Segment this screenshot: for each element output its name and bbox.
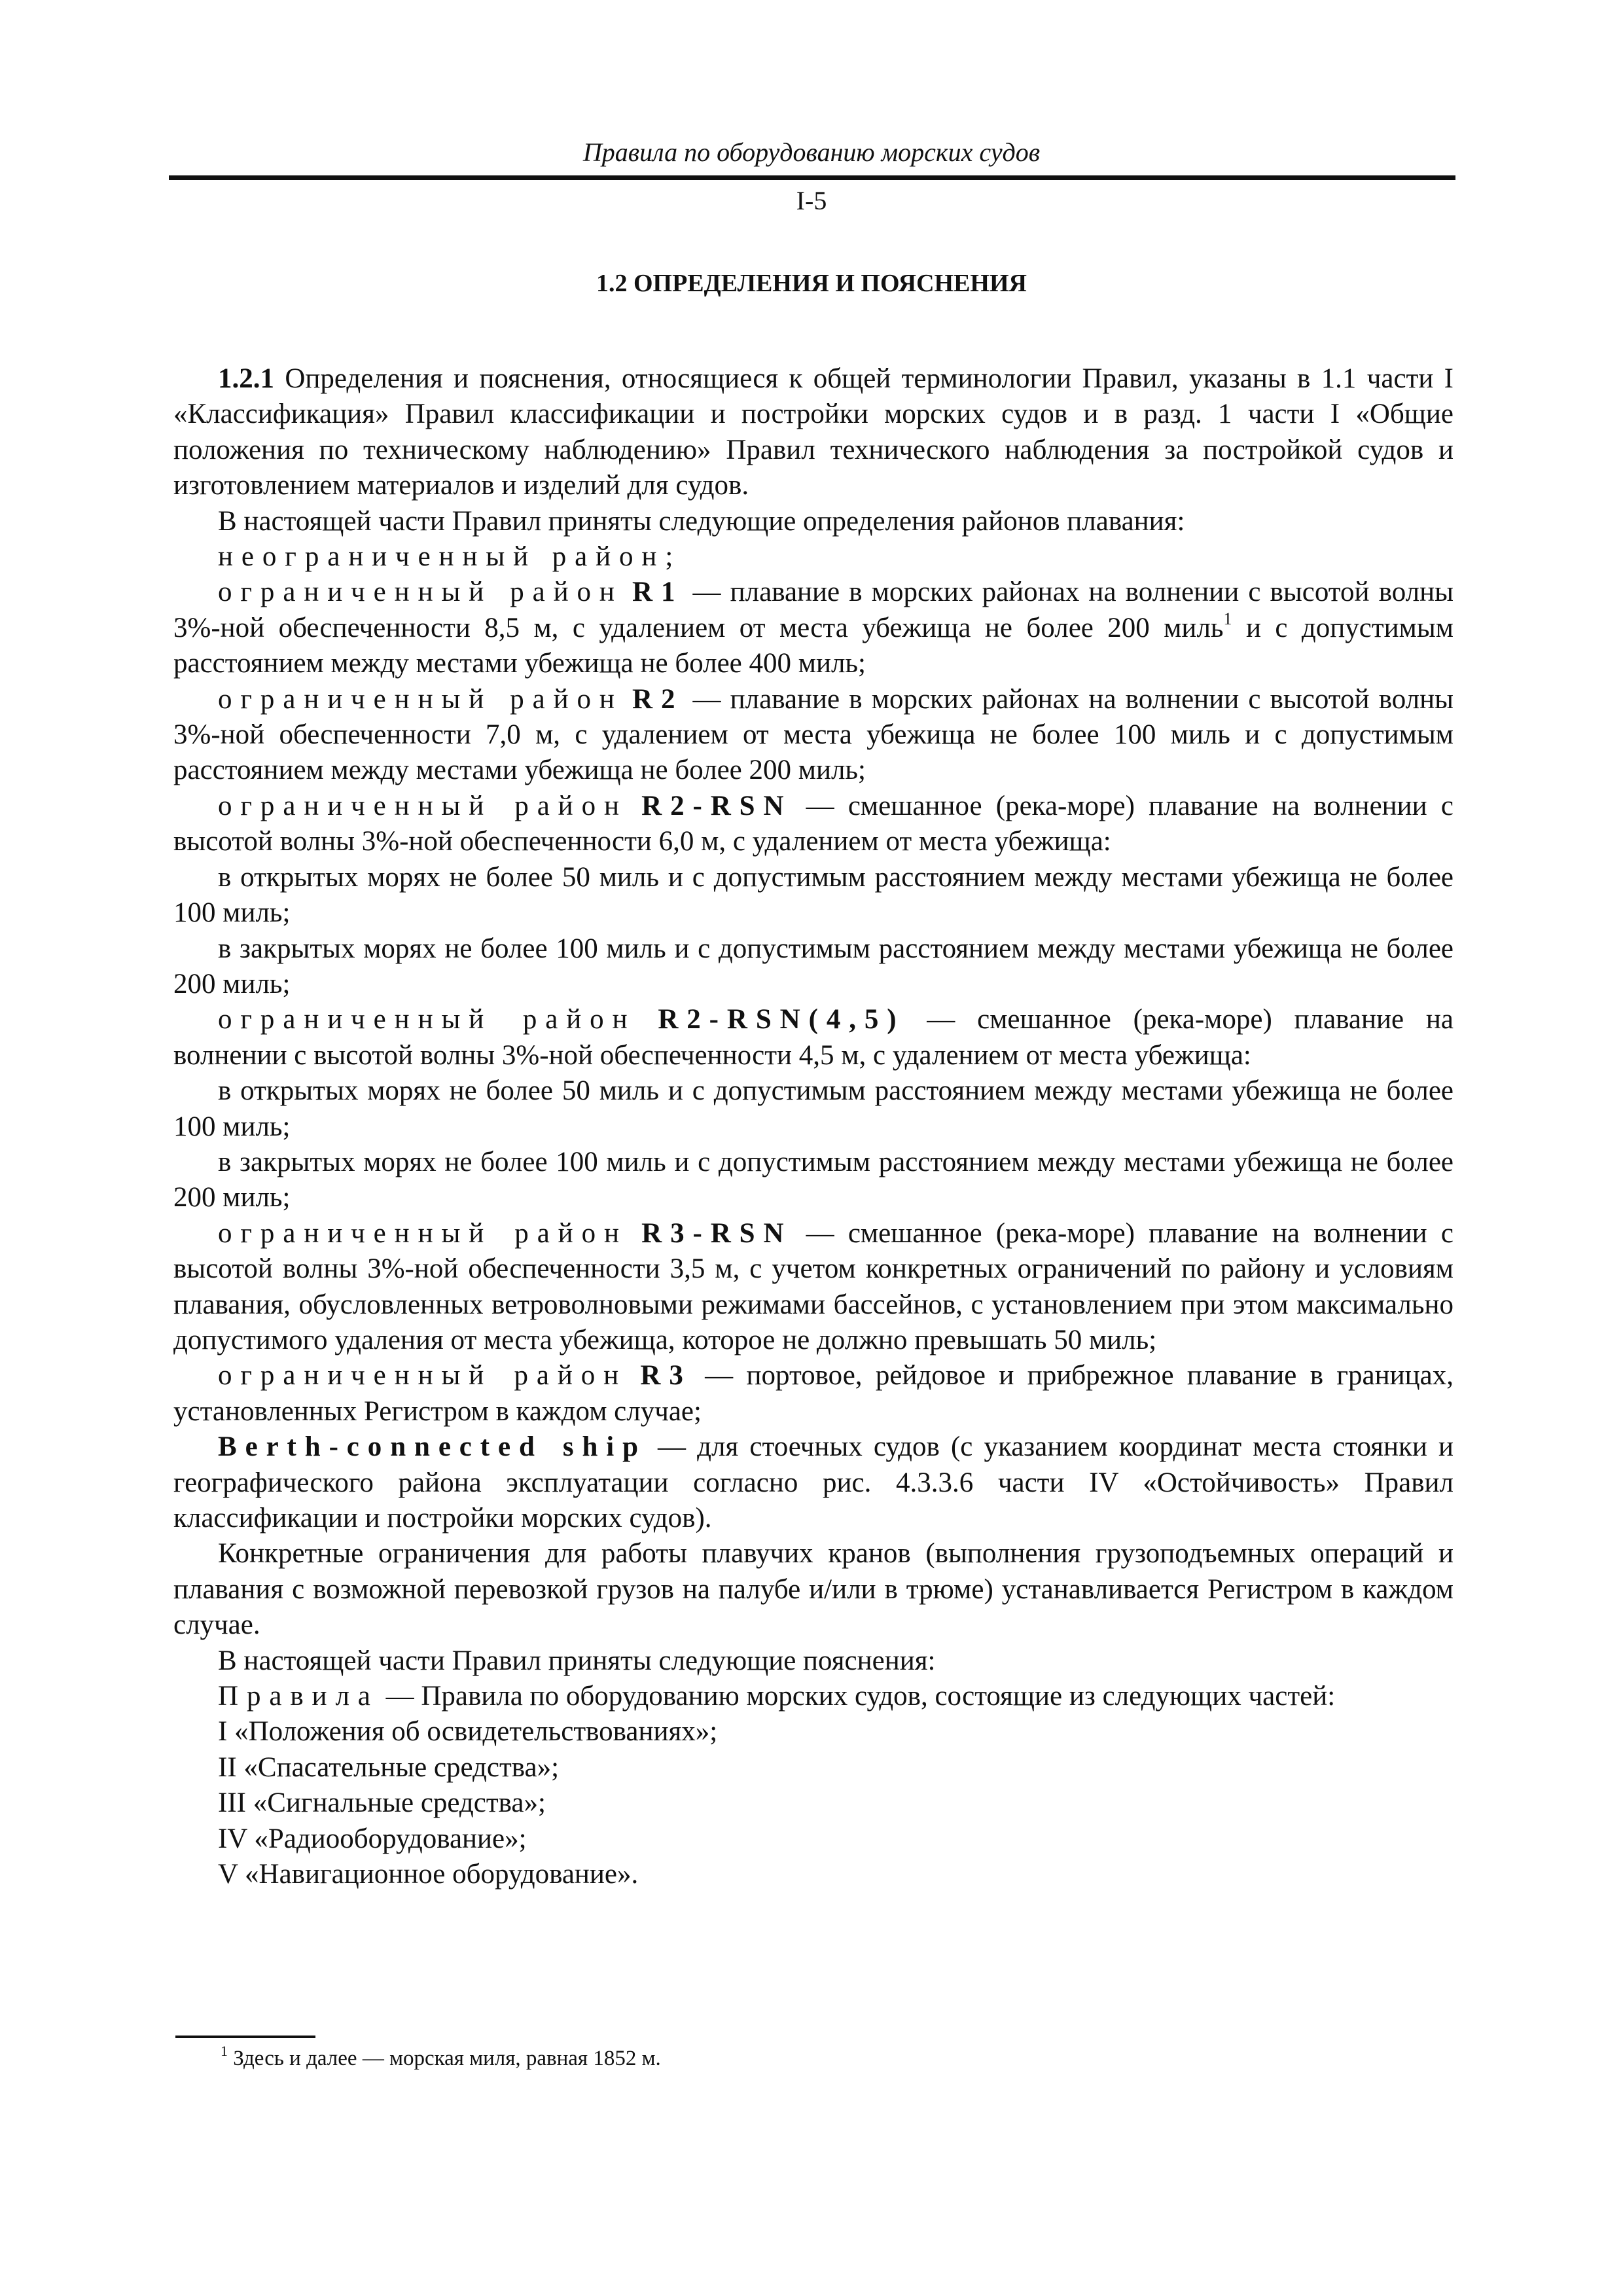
definition-text: — смешанное (река-море) плавание на волнении с высотой волны 3%-ной обеспеченности 4,5 м, с удалением от места убежища: (173, 1004, 1454, 1071)
definition-text: — плавание в морских районах на волнении с высотой волны 3%-ной обеспеченности 7,0 м, с удалением от места убежища не более 100 миль и с допустимым расстоянием между местами убежища не более 200 миль; (173, 683, 1454, 786)
condition-open-seas: в открытых морях не более 50 миль и с допустимым расстоянием между местами убежища не более 100 миль; (173, 861, 1454, 929)
condition-closed-seas: в закрытых морях не более 100 миль и с допустимым расстоянием между местами убежища не более 200 миль; (173, 933, 1454, 999)
definition-term: ограниченный район (218, 1360, 628, 1391)
footnote (221, 2045, 661, 2072)
definition-rules (173, 1679, 1454, 1714)
definition-berth-connected-ship (173, 1429, 1454, 1536)
definition-text: — портовое, рейдовое и прибрежное плавание в границах, установленных Регистром в каждом случае; (173, 1360, 1454, 1427)
paragraph-definitions-intro: В настоящей части Правил приняты следующие определения районов плавания: (218, 505, 1185, 537)
definition-r2-rsn (173, 789, 1454, 860)
definition-r3 (173, 1358, 1454, 1429)
definition-r3-rsn (173, 1216, 1454, 1359)
running-header: Правила по оборудованию морских судов (582, 137, 1041, 167)
definition-r1 (173, 575, 1454, 681)
definition-term: ограниченный район (218, 577, 623, 608)
paragraph-floating-cranes: Конкретные ограничения для работы плавучих кранов (выполнения грузоподъемных операций и плавания с возможной перевозкой грузов на палубе и/или в трюме) устанавливается Регистром в каждом случае. (173, 1538, 1454, 1641)
paragraph-text: Определения и пояснения, относящиеся к общей терминологии Правил, указаны в 1.1 части I «Классификация» Правил классификации и постройки морских судов и в разд. 1 части I «Общие положения по техническому наблюдению» Правил технического наблюдения за постройкой судов и изготовлением материалов и изделий для судов. (173, 363, 1454, 501)
area-code: R2-RSN(4,5) (658, 1004, 905, 1035)
list-item-part-4: IV «Радиооборудование»; (218, 1823, 527, 1854)
page-number: I-5 (796, 186, 827, 215)
definition-term: Правила (218, 1681, 379, 1712)
definition-r2 (173, 682, 1454, 789)
definition-term: ограниченный район (218, 790, 628, 821)
definition-term: неограниченный район; (218, 541, 682, 573)
list-item-part-1: I «Положения об освидетельствованиях»; (218, 1716, 718, 1748)
footnote-marker: 1 (221, 2043, 228, 2059)
section-title: 1.2 ОПРЕДЕЛЕНИЯ И ПОЯСНЕНИЯ (596, 270, 1027, 297)
definition-term: ограниченный район (218, 1217, 628, 1249)
definition-text: и с допустимым расстоянием между местами убежища не более 400 миль; (173, 612, 1454, 679)
definition-term: ограниченный район (218, 683, 623, 715)
area-code: R3 (640, 1360, 692, 1391)
paragraph-explanations-intro: В настоящей части Правил приняты следующие пояснения: (218, 1645, 936, 1676)
definition-term: Berth-connected ship (218, 1431, 647, 1463)
definition-text: — для стоечных судов (с указанием координат места стоянки и географического района эксплуатации согласно рис. 4.3.3.6 части IV «Остойчивость» Правил классификации и постройки морских судов). (173, 1431, 1454, 1534)
definition-text: — Правила по оборудованию морских судов, состоящие из следующих частей: (378, 1681, 1336, 1712)
definition-term: ограниченный район (218, 1004, 636, 1035)
list-item-part-2: II «Спасательные средства»; (218, 1751, 560, 1783)
footnote-reference: 1 (1223, 609, 1232, 628)
list-item-part-3: III «Сигнальные средства»; (218, 1787, 546, 1819)
header-rule (169, 175, 1455, 180)
footnote-text: Здесь и далее — морская миля, равная 1852 м. (228, 2047, 661, 2070)
condition-closed-seas: в закрытых морях не более 100 миль и с допустимым расстоянием между местами убежища не более 200 миль; (173, 1146, 1454, 1213)
condition-open-seas: в открытых морях не более 50 миль и с допустимым расстоянием между местами убежища не более 100 миль; (173, 1075, 1454, 1142)
area-code: R3-RSN (641, 1217, 793, 1249)
area-code: R2-RSN (641, 790, 793, 821)
body-text (173, 361, 1454, 1892)
clause-number: 1.2.1 (218, 363, 274, 394)
definition-unrestricted-area (173, 539, 1454, 575)
definition-text: — смешанное (река-море) плавание на волнении с высотой волны 3%-ной обеспеченности 6,0 м, с удалением от места убежища: (173, 790, 1454, 857)
definition-text: — смешанное (река-море) плавание на волнении с высотой волны 3%-ной обеспеченности 3,5 м, с учетом конкретных ограничений по району и условиям плавания, обусловленных ветроволновыми режимами бассейнов, с установлением при этом максимально допустимого удаления от места убежища, которое не должно превышать 50 миль; (173, 1217, 1454, 1355)
paragraph-1-2-1 (173, 361, 1454, 504)
definition-text: — плавание в морских районах на волнении с высотой волны 3%-ной обеспеченности 8,5 м, с удалением от места убежища не более 200 миль (173, 577, 1454, 643)
area-code: R1 (632, 577, 684, 608)
list-item-part-5: V «Навигационное оборудование». (218, 1859, 639, 1890)
definition-r2-rsn-4-5 (173, 1002, 1454, 1073)
footnote-separator (175, 2036, 315, 2038)
area-code: R2 (632, 683, 684, 715)
